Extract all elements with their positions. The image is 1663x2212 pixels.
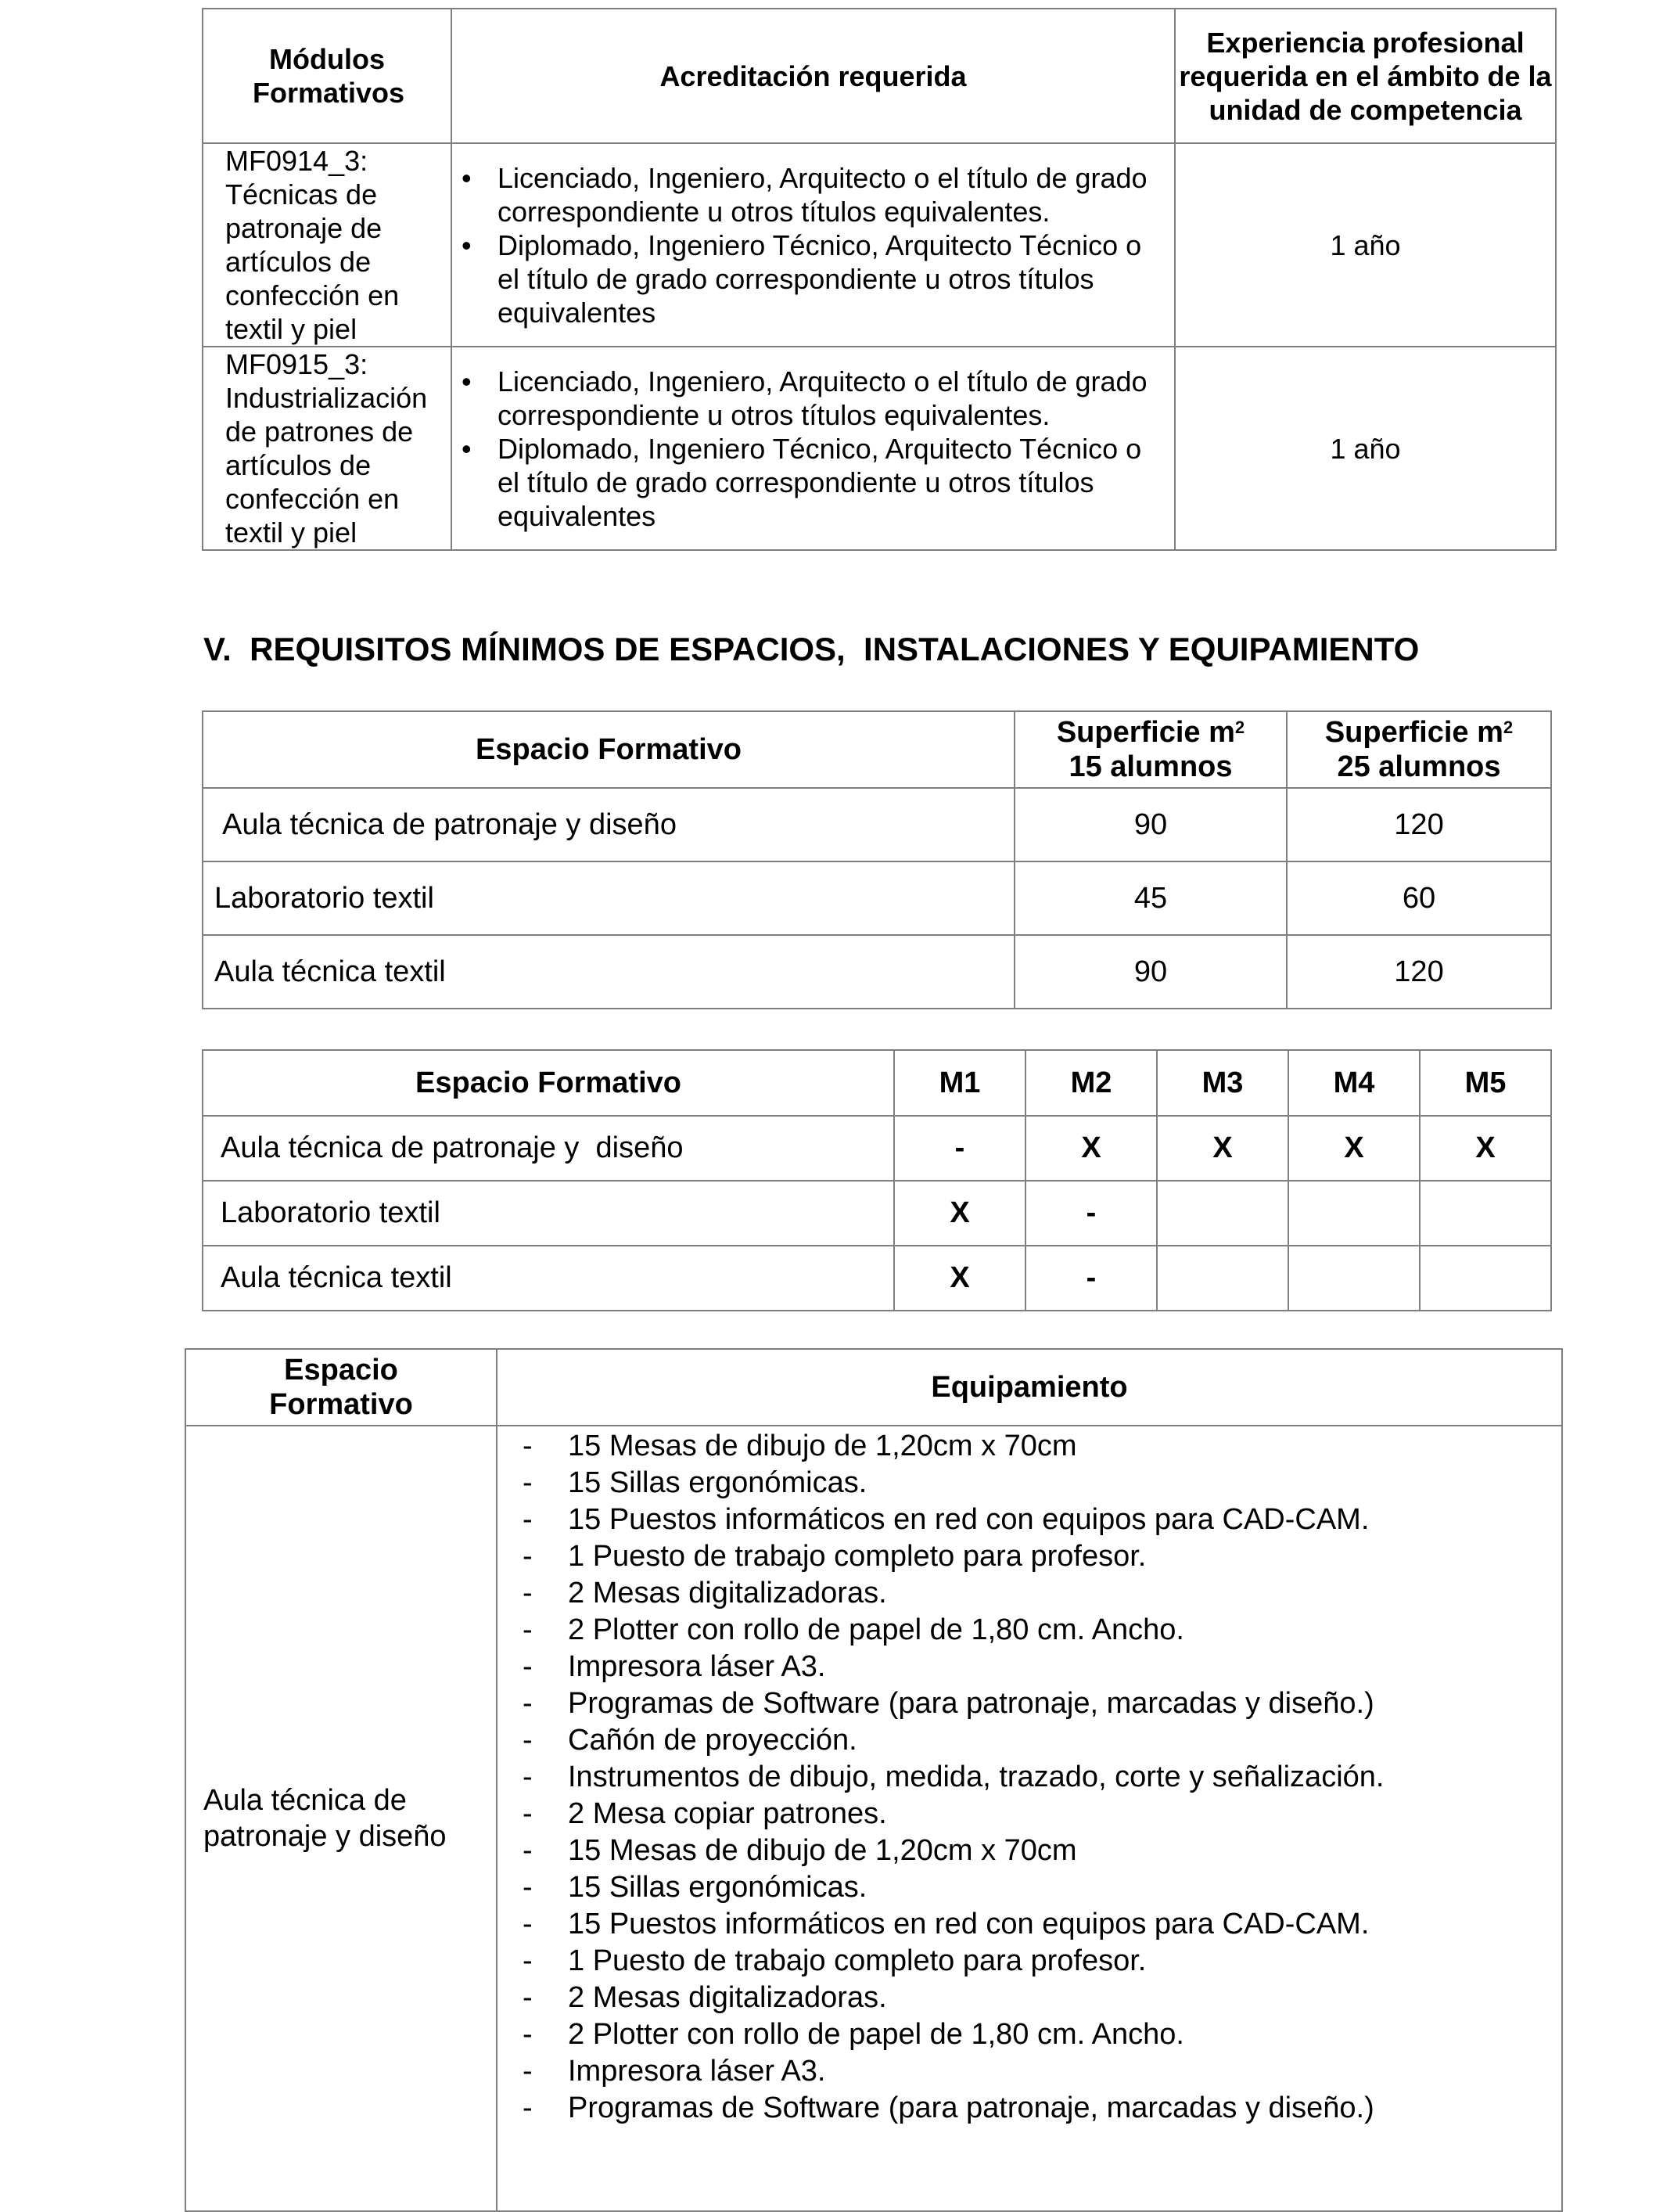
- table-header-row: [203, 1050, 1551, 1116]
- list-item-text: 2 Mesa copiar patrones.: [568, 1797, 887, 1830]
- dash-bullet: -: [523, 1577, 533, 1610]
- list-item-text: 15 Mesas de dibujo de 1,20cm x 70cm: [568, 1430, 1077, 1462]
- space-module-table: [202, 1049, 1552, 1311]
- table-row: [203, 1181, 1551, 1246]
- list-item: [523, 1502, 1561, 1538]
- header-students-label: 15 alumnos: [1069, 750, 1233, 783]
- space-cell: Laboratorio textil: [203, 861, 1015, 935]
- list-item-text: Programas de Software (para patronaje, marcadas y diseño.): [568, 2092, 1374, 2124]
- dash-bullet: -: [523, 1540, 533, 1573]
- superscript: 2: [1503, 718, 1514, 737]
- equipment-list: [497, 1428, 1561, 2127]
- bullet-icon: •: [462, 228, 472, 261]
- list-item: [523, 1980, 1561, 2016]
- accreditation-list: [452, 161, 1174, 329]
- table-row: [203, 788, 1551, 861]
- header-m1: M1: [894, 1050, 1025, 1116]
- space-surface-table: [202, 710, 1552, 1009]
- header-surface-label: Superficie m: [1324, 716, 1503, 749]
- list-item: [523, 1575, 1561, 1612]
- list-item-text: 15 Mesas de dibujo de 1,20cm x 70cm: [568, 1834, 1077, 1867]
- header-space: [185, 1349, 497, 1426]
- table-header-row: [185, 1349, 1562, 1426]
- header-space: Espacio Formativo: [203, 1050, 894, 1116]
- bullet-icon: •: [462, 365, 472, 397]
- mark-cell: [1420, 1181, 1551, 1246]
- table-row: [203, 347, 1556, 550]
- list-item: [523, 1465, 1561, 1502]
- mark-cell: -: [894, 1116, 1025, 1181]
- list-item-text: 15 Sillas ergonómicas.: [568, 1871, 867, 1904]
- list-item: [523, 1833, 1561, 1869]
- list-item-text: 2 Plotter con rollo de papel de 1,80 cm. Ancho.: [568, 2018, 1184, 2051]
- table-header-row: [203, 9, 1556, 143]
- surface-15-cell: 90: [1015, 935, 1287, 1009]
- surface-15-cell: 45: [1015, 861, 1287, 935]
- dash-bullet: -: [523, 1613, 533, 1646]
- list-item: [523, 1869, 1561, 1906]
- dash-bullet: -: [523, 2055, 533, 2088]
- bullet-icon: •: [462, 432, 472, 465]
- table-row: [185, 1426, 1562, 2211]
- list-item-text: Diplomado, Ingeniero Técnico, Arquitecto Técnico o el título de grado correspondiente u otros títulos equivalentes: [497, 228, 1142, 329]
- surface-25-cell: 120: [1287, 935, 1551, 1009]
- space-cell: Aula técnica textil: [203, 935, 1015, 1009]
- table-header-row: [203, 711, 1551, 788]
- table-row: [203, 861, 1551, 935]
- list-item: [523, 1538, 1561, 1575]
- header-modules-label: Módulos Formativos: [253, 43, 405, 109]
- dash-bullet: -: [523, 1834, 533, 1867]
- header-surface-label: Superficie m: [1056, 716, 1235, 749]
- list-item: [523, 1612, 1561, 1649]
- header-m5: M5: [1420, 1050, 1551, 1116]
- list-item: [523, 2053, 1561, 2090]
- section-heading: V. REQUISITOS MÍNIMOS DE ESPACIOS, INSTALACIONES Y EQUIPAMIENTO: [203, 631, 1420, 667]
- header-m3: M3: [1157, 1050, 1288, 1116]
- list-item: [523, 1906, 1561, 1943]
- list-item-text: 1 Puesto de trabajo completo para profesor.: [568, 1540, 1147, 1573]
- list-item: [462, 365, 1174, 432]
- accreditation-cell: [451, 347, 1175, 550]
- mark-cell: [1288, 1181, 1420, 1246]
- surface-15-cell: 90: [1015, 788, 1287, 861]
- list-item-text: 2 Mesas digitalizadoras.: [568, 1981, 887, 2014]
- list-item-text: Licenciado, Ingeniero, Arquitecto o el título de grado correspondiente u otros títulos equivalentes.: [497, 365, 1148, 431]
- list-item: [523, 1722, 1561, 1759]
- list-item-text: 15 Sillas ergonómicas.: [568, 1466, 867, 1499]
- equipment-table: [185, 1348, 1563, 2212]
- space-cell: Aula técnica de patronaje y diseño: [203, 1116, 894, 1181]
- surface-25-cell: 60: [1287, 861, 1551, 935]
- mark-cell: X: [1025, 1116, 1157, 1181]
- dash-bullet: -: [523, 2092, 533, 2124]
- list-item-text: Diplomado, Ingeniero Técnico, Arquitecto Técnico o el título de grado correspondiente u otros títulos equivalentes: [497, 432, 1142, 532]
- list-item: [523, 1428, 1561, 1465]
- header-m2: M2: [1025, 1050, 1157, 1116]
- list-item-text: Cañón de proyección.: [568, 1724, 857, 1757]
- table-row: [203, 1246, 1551, 1311]
- experience-cell: 1 año: [1175, 347, 1556, 550]
- list-item-text: Instrumentos de dibujo, medida, trazado, corte y señalización.: [568, 1761, 1385, 1793]
- header-equipment: Equipamiento: [497, 1349, 1562, 1426]
- mark-cell: [1157, 1246, 1288, 1311]
- list-item-text: Impresora láser A3.: [568, 1650, 826, 1683]
- list-item: [523, 1685, 1561, 1722]
- list-item-text: 2 Mesas digitalizadoras.: [568, 1577, 887, 1610]
- list-item-text: 1 Puesto de trabajo completo para profesor.: [568, 1944, 1147, 1977]
- header-students-label: 25 alumnos: [1337, 750, 1501, 783]
- list-item: [523, 1943, 1561, 1980]
- list-item: [462, 161, 1174, 228]
- dash-bullet: -: [523, 1687, 533, 1720]
- space-cell: Aula técnica de patronaje y diseño: [185, 1426, 497, 2211]
- header-space: Espacio Formativo: [203, 711, 1015, 788]
- dash-bullet: -: [523, 1908, 533, 1940]
- mark-cell: [1420, 1246, 1551, 1311]
- header-modules: [203, 9, 451, 143]
- table-row: [203, 935, 1551, 1009]
- list-item: [523, 1649, 1561, 1685]
- table-row: [203, 1116, 1551, 1181]
- dash-bullet: -: [523, 1944, 533, 1977]
- list-item: [523, 1796, 1561, 1833]
- list-item: [523, 2090, 1561, 2127]
- table-row: [203, 143, 1556, 347]
- space-cell: Aula técnica de patronaje y diseño: [203, 788, 1015, 861]
- header-surface-15: [1015, 711, 1287, 788]
- mark-cell: -: [1025, 1181, 1157, 1246]
- dash-bullet: -: [523, 1430, 533, 1462]
- mark-cell: [1157, 1181, 1288, 1246]
- list-item-text: 15 Puestos informáticos en red con equipos para CAD-CAM.: [568, 1503, 1370, 1536]
- experience-cell: 1 año: [1175, 143, 1556, 347]
- dash-bullet: -: [523, 1871, 533, 1904]
- module-cell: MF0915_3: Industrialización de patrones de artículos de confección en textil y piel: [203, 347, 451, 550]
- list-item: [523, 2016, 1561, 2053]
- list-item: [462, 228, 1174, 329]
- list-item-text: 15 Puestos informáticos en red con equipos para CAD-CAM.: [568, 1908, 1370, 1940]
- header-accreditation: Acreditación requerida: [451, 9, 1175, 143]
- module-cell: MF0914_3: Técnicas de patronaje de artículos de confección en textil y piel: [203, 143, 451, 347]
- mark-cell: X: [894, 1246, 1025, 1311]
- dash-bullet: -: [523, 1650, 533, 1683]
- dash-bullet: -: [523, 1724, 533, 1757]
- accreditation-cell: [451, 143, 1175, 347]
- dash-bullet: -: [523, 1797, 533, 1830]
- list-item-text: 2 Plotter con rollo de papel de 1,80 cm. Ancho.: [568, 1613, 1184, 1646]
- accreditation-table: [202, 8, 1557, 551]
- mark-cell: X: [1288, 1116, 1420, 1181]
- header-space-label: Espacio Formativo: [269, 1354, 413, 1421]
- mark-cell: [1288, 1246, 1420, 1311]
- header-experience: Experiencia profesional requerida en el ámbito de la unidad de competencia: [1175, 9, 1556, 143]
- dash-bullet: -: [523, 2018, 533, 2051]
- accreditation-list: [452, 365, 1174, 533]
- mark-cell: X: [894, 1181, 1025, 1246]
- dash-bullet: -: [523, 1761, 533, 1793]
- list-item: [523, 1759, 1561, 1796]
- space-cell: Laboratorio textil: [203, 1181, 894, 1246]
- mark-cell: -: [1025, 1246, 1157, 1311]
- superscript: 2: [1234, 718, 1245, 737]
- list-item-text: Impresora láser A3.: [568, 2055, 826, 2088]
- list-item-text: Programas de Software (para patronaje, marcadas y diseño.): [568, 1687, 1374, 1720]
- mark-cell: X: [1157, 1116, 1288, 1181]
- surface-25-cell: 120: [1287, 788, 1551, 861]
- mark-cell: X: [1420, 1116, 1551, 1181]
- list-item-text: Licenciado, Ingeniero, Arquitecto o el título de grado correspondiente u otros títulos equivalentes.: [497, 161, 1148, 228]
- dash-bullet: -: [523, 1503, 533, 1536]
- dash-bullet: -: [523, 1981, 533, 2014]
- space-cell: Aula técnica textil: [203, 1246, 894, 1311]
- dash-bullet: -: [523, 1466, 533, 1499]
- list-item: [462, 432, 1174, 533]
- equipment-cell: [497, 1426, 1562, 2211]
- header-surface-25: [1287, 711, 1551, 788]
- bullet-icon: •: [462, 161, 472, 194]
- header-m4: M4: [1288, 1050, 1420, 1116]
